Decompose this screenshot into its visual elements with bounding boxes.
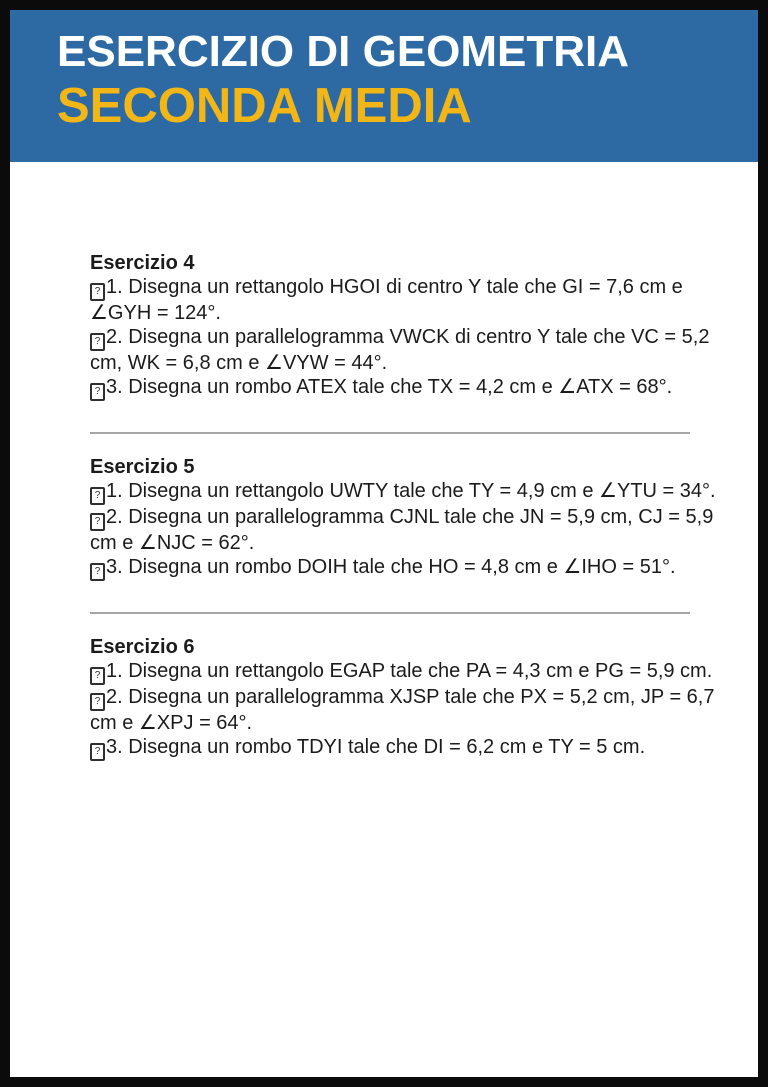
exercise-item-text: 2. Disegna un parallelogramma XJSP tale che PX = 5,2 cm, JP = 6,7 cm e ∠XPJ = 64°. <box>90 686 715 734</box>
exercise-item-text: 2. Disegna un parallelogramma VWCK di centro Y tale che VC = 5,2 cm, WK = 6,8 cm e ∠VYW = 44°. <box>90 326 710 374</box>
exercise-list <box>10 162 768 761</box>
missing-glyph-icon: ? <box>90 383 105 401</box>
exercise-item <box>90 325 722 375</box>
exercise-item <box>90 479 722 505</box>
exercise-item <box>90 659 722 685</box>
exercise-item-text: 3. Disegna un rombo TDYI tale che DI = 6,2 cm e TY = 5 cm. <box>106 736 646 758</box>
exercise-item-text: 1. Disegna un rettangolo EGAP tale che PA = 4,3 cm e PG = 5,9 cm. <box>106 660 713 682</box>
section-divider <box>90 432 690 434</box>
missing-glyph-icon: ? <box>90 333 105 351</box>
missing-glyph-icon: ? <box>90 283 105 301</box>
missing-glyph-icon: ? <box>90 487 105 505</box>
exercise-item <box>90 685 722 735</box>
header-subtitle: SECONDA MEDIA <box>57 79 472 133</box>
section-divider <box>90 612 690 614</box>
exercise-item <box>90 735 722 761</box>
exercise-item <box>90 505 722 555</box>
exercise-item-text: 1. Disegna un rettangolo UWTY tale che TY = 4,9 cm e ∠YTU = 34°. <box>106 480 716 502</box>
missing-glyph-icon: ? <box>90 743 105 761</box>
exercise-section <box>90 455 722 581</box>
exercise-item-text: 2. Disegna un parallelogramma CJNL tale che JN = 5,9 cm, CJ = 5,9 cm e ∠NJC = 62°. <box>90 506 714 554</box>
exercise-title: Esercizio 6 <box>90 636 195 658</box>
missing-glyph-icon: ? <box>90 693 105 711</box>
exercise-item <box>90 555 722 581</box>
missing-glyph-icon: ? <box>90 563 105 581</box>
missing-glyph-icon: ? <box>90 513 105 531</box>
header-banner <box>10 10 758 162</box>
exercise-item <box>90 275 722 325</box>
header-title: ESERCIZIO DI GEOMETRIA <box>57 27 630 76</box>
exercise-item <box>90 375 722 401</box>
exercise-section <box>90 635 722 761</box>
exercise-item-text: 3. Disegna un rombo ATEX tale che TX = 4,2 cm e ∠ATX = 68°. <box>106 376 673 398</box>
missing-glyph-icon: ? <box>90 667 105 685</box>
exercise-title: Esercizio 4 <box>90 252 195 274</box>
exercise-item-text: 3. Disegna un rombo DOIH tale che HO = 4,8 cm e ∠IHO = 51°. <box>106 556 676 578</box>
exercise-section <box>90 251 722 401</box>
exercise-item-text: 1. Disegna un rettangolo HGOI di centro Y tale che GI = 7,6 cm e ∠GYH = 124°. <box>90 276 683 324</box>
exercise-title: Esercizio 5 <box>90 456 195 478</box>
